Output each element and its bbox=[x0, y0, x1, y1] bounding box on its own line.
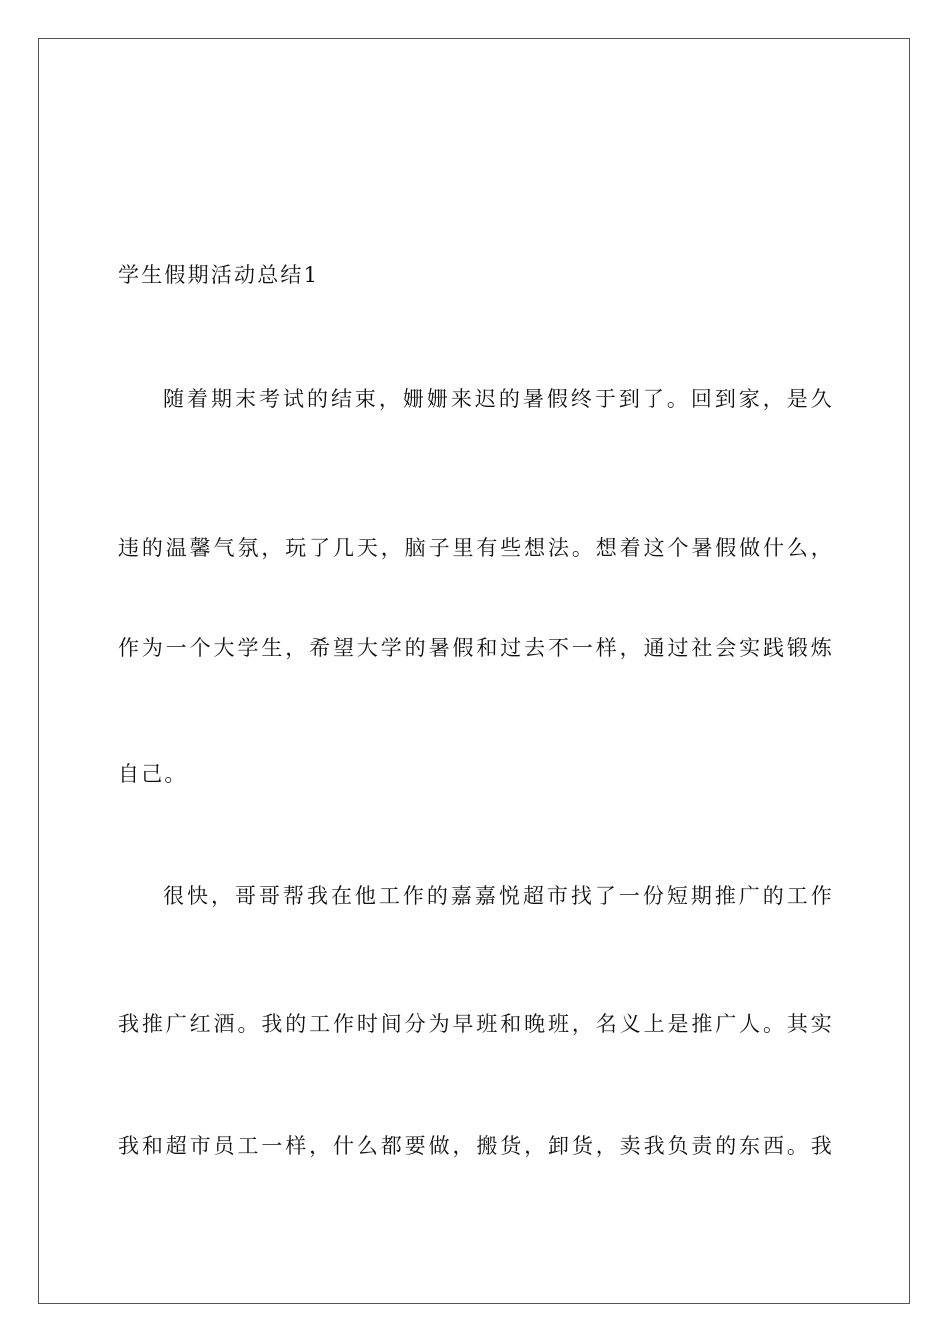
document-title: 学生假期活动总结1 bbox=[118, 263, 320, 287]
paragraph-2-line-3: 我和超市员工一样，什么都要做，搬货，卸货，卖我负责的东西。我 bbox=[118, 1134, 834, 1158]
paragraph-1-line-3: 作为一个大学生，希望大学的暑假和过去不一样，通过社会实践锻炼 bbox=[118, 636, 834, 660]
paragraph-2-line-2: 我推广红酒。我的工作时间分为早班和晚班，名义上是推广人。其实 bbox=[118, 1012, 834, 1036]
paragraph-2-line-1: 很快，哥哥帮我在他工作的嘉嘉悦超市找了一份短期推广的工作 bbox=[163, 884, 834, 908]
paragraph-1-line-1: 随着期末考试的结束，姗姗来迟的暑假终于到了。回到家，是久 bbox=[163, 387, 834, 411]
page-frame bbox=[38, 38, 910, 1304]
paragraph-1-line-2: 违的温馨气氛，玩了几天，脑子里有些想法。想着这个暑假做什么， bbox=[118, 536, 834, 560]
paragraph-1-line-4: 自己。 bbox=[118, 762, 188, 786]
